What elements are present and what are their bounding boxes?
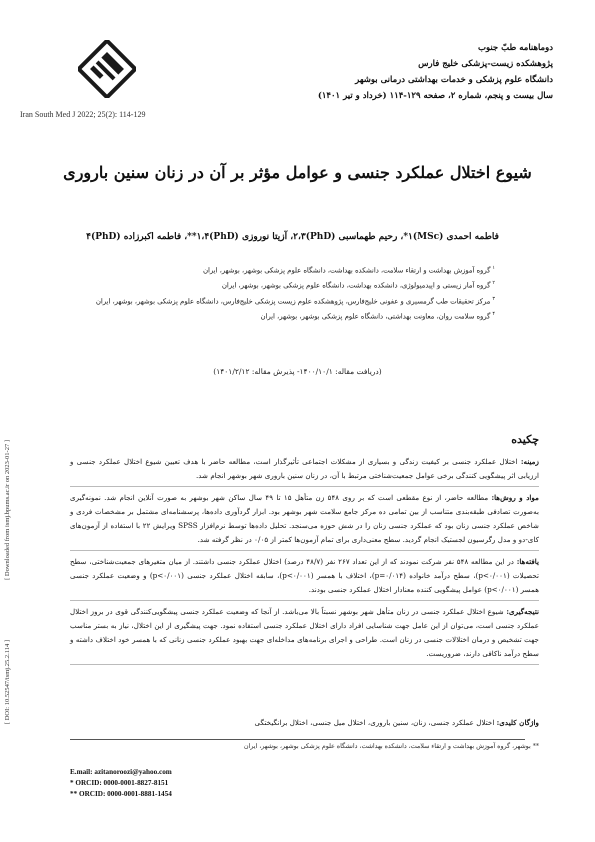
affiliation-list — [75, 262, 495, 323]
journal-header — [253, 40, 553, 104]
university-name: دانشگاه علوم پزشکی و خدمات بهداشتی درمانی بوشهر — [355, 75, 553, 85]
corresponding-affiliation: ** بوشهر، گروه آموزش بهداشت و ارتقاء سلامت، دانشکده بهداشت، دانشگاه علوم پزشکی بوشهر، بوشهر، ایران — [243, 743, 539, 750]
institute-name: پژوهشکده زیست-پزشکی خلیج فارس — [418, 59, 553, 69]
author-list: فاطمه احمدی (MSc)۱*، رحیم طهماسبی (PhD)۲،۳، آزیتا نوروزی (PhD)۱،۴**، فاطمه اکبرزاده (PhD)۴ — [86, 232, 499, 242]
journal-logo-icon — [78, 40, 136, 98]
abstract-methods: مواد و روش‌ها: مطالعه حاضر، از نوع مقطعی است که بر روی ۵۴۸ زن متأهل ۱۵ تا ۴۹ سال ساکن شهر بوشهر به صورت آنلاین انجام شد. نمونه‌گیری به‌صورت تصادفی طبقه‌بندی متناسب از بین تمامی ده مرکز جامع سلامت شهر بوشهر بود. ابزار گردآوری داده‌ها، پرسشنامه‌ای مشتمل بر مشخصات فردی و شاخص عملکرد جنسی زنان بود که عملکرد جنسی زنان را در شش حوزه می‌سنجد. تحلیل داده‌ها توسط نرم‌افزار SPSS ویرایش ۲۲ با استفاده از آزمون‌های کای-دو و مدل رگرسیون لجستیک انجام گردید. سطح معنی‌داری برای تمام آزمون‌ها کمتر از ۰/۰۵ در نظر گرفته شد. — [70, 491, 539, 551]
abstract-conclusion: نتیجه‌گیری: شیوع اختلال عملکرد جنسی در زنان متأهل شهر بوشهر نسبتاً بالا می‌باشد. از آنجا که وضعیت عملکرد جنسی پیشگویی‌کنندگی قوی در بروز اختلال عملکرد جنسی است، می‌توان از این عامل جهت شناسایی افراد دارای اختلال عملکرد جنسی استفاده نمود. جهت پیشگیری از این اختلال، نیاز به بستر مناسب جهت تشخیص و درمان اختلالات جنسی در زنان است. طراحی و اجرای برنامه‌های مداخله‌ای جهت بهبود عملکرد جنسی زنانی که با همسر خود اختلاف داشته و سطح درآمد ناکافی دارند، ضروریست. — [70, 605, 539, 665]
abstract-heading: چکیده — [511, 433, 539, 446]
keywords: واژگان کلیدی: اختلال عملکرد جنسی، زنان، سنین باروری، اختلال میل جنسی، اختلال برانگیختگی — [254, 718, 539, 727]
orcid-2: ** ORCID: 0000-0001-8881-1454 — [70, 790, 172, 798]
article-title: شیوع اختلال عملکرد جنسی و عوامل مؤثر بر آن در زنان سنین باروری — [63, 163, 532, 182]
affiliation-item: $^۴$گروه سلامت روان، معاونت بهداشتی، دانشگاه علوم پزشکی بوشهر، بوشهر، ایران — [260, 310, 495, 321]
email-address: E.mail: azitanoroozi@yahoo.com — [70, 768, 172, 776]
received-accepted-dates: (دریافت مقاله: ۱۴۰۰/۱۰/۱- پذیرش مقاله: ۱۴۰۱/۲/۱۲) — [213, 367, 382, 376]
orcid-1: * ORCID: 0000-0001-8827-8151 — [70, 779, 169, 787]
side-margin-text — [4, 410, 18, 830]
journal-name: دوماهنامه طبّ جنوب — [477, 43, 553, 53]
contact-info — [70, 767, 172, 800]
downloaded-note: [ Downloaded from ismj.bpums.ac.ir on 2023-01-27 ] — [4, 440, 11, 580]
doi-note: [ DOI: 10.52547/ismj.25.2.114 ] — [4, 640, 11, 725]
affiliation-item: $^۲$گروه آمار زیستی و اپیدمیولوژی، دانشکده بهداشت، دانشگاه علوم پزشکی بوشهر، بوشهر، ایران — [221, 280, 495, 290]
footnote-divider — [70, 739, 525, 740]
abstract-results: یافته‌ها: در این مطالعه ۵۴۸ نفر شرکت نمودند که از این تعداد ۲۶۷ نفر (۴۸/۷ درصد) اختلال عملکرد جنسی داشتند. از میان متغیرهای جمعیت‌شناختی، سطح تحصیلات (p<۰/۰۰۱)، سطح درآمد خانواده (p=۰/۰۱۴)، اختلاف با همسر (p<۰/۰۰۱)، سابقه اختلال عملکرد جنسی (p<۰/۰۰۱) و وضعیت عملکرد جنسی همسر (p<۰/۰۰۱) عوامل پیشگویی کننده معنادار اختلال عملکرد جنسی بودند. — [70, 555, 539, 601]
volume-line: سال بیست و پنجم، شماره ۲، صفحه ۱۲۹-۱۱۴ (خرداد و تیر ۱۴۰۱) — [317, 91, 553, 101]
affiliation-item: $^۱$گروه آموزش بهداشت و ارتقاء سلامت، دانشکده بهداشت، دانشگاه علوم پزشکی بوشهر، بوشهر، ایران — [203, 265, 495, 275]
abstract-body — [70, 455, 539, 669]
journal-reference: Iran South Med J 2022; 25(2): 114-129 — [20, 110, 146, 119]
affiliation-item: $^۳$مرکز تحقیقات طب گرمسیری و عفونی خلیج‌فارس، پژوهشکده علوم زیست پزشکی خلیج‌فارس، دانشگاه علوم پزشکی بوشهر، بوشهر، ایران — [95, 295, 495, 305]
abstract-background: زمینه: اختلال عملکرد جنسی بر کیفیت زندگی و بسیاری از مشکلات اجتماعی تأثیرگذار است، مطالعه حاضر با هدف تعیین شیوع اختلال عملکرد جنسی و ارزیابی اثر پیشگویی کنندگی برخی عوامل جمعیت‌شناختی مرتبط با آن، در زنان سنین باروری شهر بوشهر انجام شد. — [70, 455, 539, 487]
